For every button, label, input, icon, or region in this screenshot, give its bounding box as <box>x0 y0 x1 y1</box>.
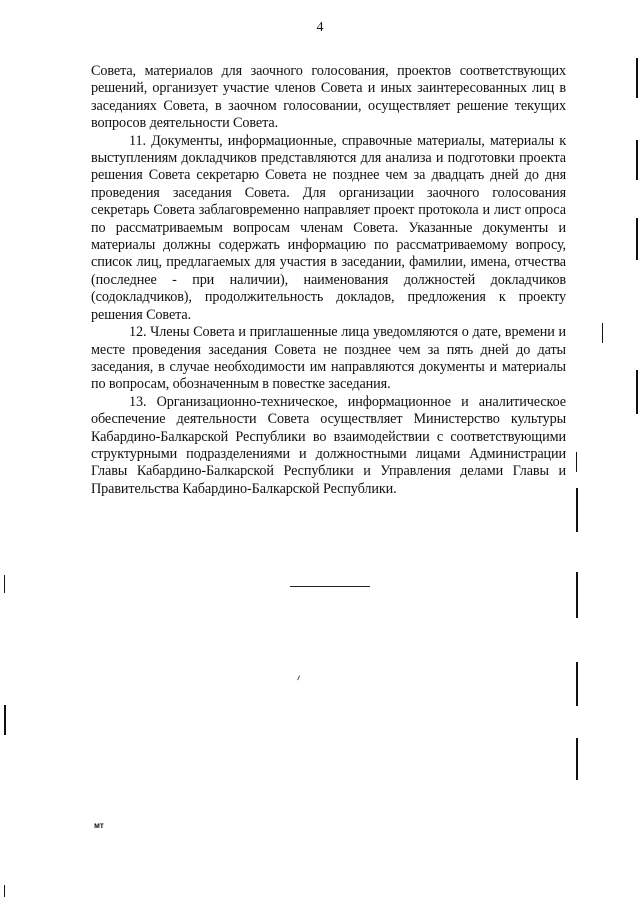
scan-margin-mark <box>576 572 578 618</box>
scan-margin-mark <box>576 738 578 780</box>
scan-margin-mark <box>576 452 577 472</box>
executor-initials: мт <box>94 821 104 830</box>
scan-margin-mark <box>636 370 638 414</box>
scan-margin-mark <box>636 140 638 180</box>
page-number: 4 <box>316 20 324 35</box>
paragraph-13: 13. Организационно-техническое, информационное и аналитическое обеспечение деятельности Совета осуществляет Министерство культуры Кабардино-Балкарской Республики во взаимодействии с соответствующими структурными подразделениями и должностными лицами Администрации Главы Кабардино-Балкарской Республики и Управления делами Главы и Правительства Кабардино-Балкарской Республики. <box>91 393 566 497</box>
scan-margin-mark <box>4 885 5 897</box>
paragraph-11: 11. Документы, информационные, справочные материалы, материалы к выступлениям докладчиков представляются для анализа и подготовки проекта решения Совета секретарю Совета не позднее чем за двадцать дней до дня проведения заседания Совета. Для организации заочного голосования секретарь Совета заблаговременно направляет проект протокола и лист опроса по рассматриваемым вопросам членам Совета. Указанные документы и материалы должны содержать информацию по рассматриваемому вопросу, список лиц, предлагаемых для участия в заседании, фамилии, имена, отчества (последнее - при наличии), наименования должностей докладчиков (содокладчиков), продолжительность докладов, предложения к проекту решения Совета. <box>91 132 566 323</box>
paragraph-12: 12. Члены Совета и приглашенные лица уведомляются о дате, времени и месте проведения заседания Совета не позднее чем за пять дней до даты заседания, в случае необходимости им направляются документы и материалы по вопросам, обозначенным в повестке заседания. <box>91 324 566 393</box>
paragraph-continuation: Совета, материалов для заочного голосования, проектов соответствующих решений, организует участие членов Совета и иных заинтересованных лиц в заседаниях Совета, в заочном голосовании, осуществляет решение текущих вопросов деятельности Совета. <box>91 63 566 132</box>
scan-speck <box>297 675 303 681</box>
scan-margin-mark <box>576 662 578 706</box>
scan-margin-mark <box>4 705 6 735</box>
scan-margin-mark <box>4 575 5 593</box>
end-divider-line <box>290 586 370 587</box>
scan-margin-mark <box>636 58 638 98</box>
scan-margin-mark <box>602 323 603 343</box>
scan-margin-mark <box>576 488 578 532</box>
document-body <box>91 63 566 498</box>
scan-margin-mark <box>636 218 638 260</box>
